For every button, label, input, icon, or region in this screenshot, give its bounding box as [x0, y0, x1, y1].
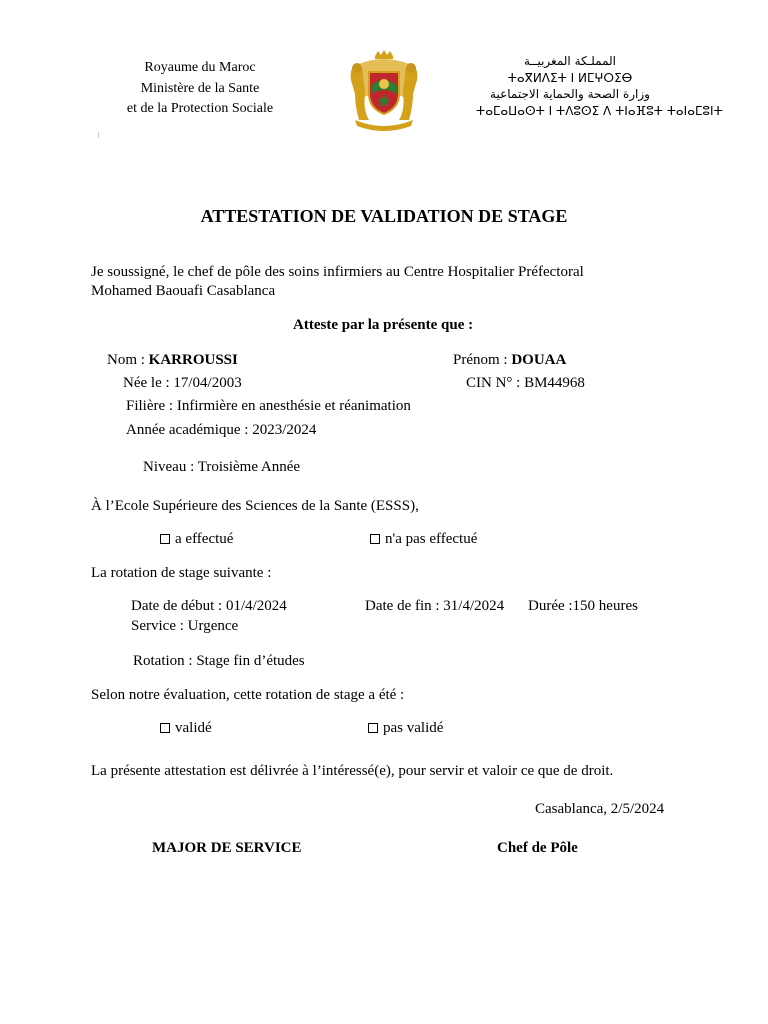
header-divider: [98, 132, 99, 138]
kingdom-name-tifinagh: ⵜⴰⴳⵍⴷⵉⵜ ⵏ ⵍⵎⵖⵔⵉⴱ: [507, 70, 633, 85]
intro-line-1: Je soussigné, le chef de pôle des soins infirmiers au Centre Hospitalier Préfectoral: [91, 264, 584, 280]
signature-chef: Chef de Pôle: [497, 840, 578, 856]
academic-year: Année académique : 2023/2024: [126, 422, 317, 438]
prenom-value: DOUAA: [511, 352, 567, 368]
cin-number: CIN N° : BM44968: [466, 375, 585, 391]
start-date: Date de début : 01/4/2024: [131, 598, 287, 614]
moroccan-coat-of-arms-icon: [345, 50, 423, 132]
signature-major: MAJOR DE SERVICE: [152, 840, 302, 856]
kingdom-name-ar: المملـكة المغربيــة: [524, 54, 616, 68]
school-line: À l’Ecole Supérieure des Sciences de la Sante (ESSS),: [91, 498, 419, 514]
place-and-date: Casablanca, 2/5/2024: [535, 801, 665, 817]
valide-option: [160, 720, 212, 737]
birth-date: Née le : 17/04/2003: [123, 375, 242, 391]
filiere: Filière : Infirmière en anesthésie et réanimation: [126, 398, 411, 414]
nom-value: KARROUSSI: [148, 352, 238, 368]
student-firstname: [453, 352, 566, 369]
non-effectue-option: [370, 531, 477, 548]
service: Service : Urgence: [131, 618, 239, 634]
valide-checkbox: [160, 723, 170, 733]
document-title: ATTESTATION DE VALIDATION DE STAGE: [200, 206, 568, 226]
nom-label: Nom :: [107, 352, 149, 368]
header-arabic: [476, 53, 723, 119]
atteste-heading: Atteste par la présente que :: [293, 317, 474, 333]
non-valide-label: pas validé: [383, 720, 444, 736]
ministry-name-tifinagh: ⵜⴰⵎⴰⵡⴰⵙⵜ ⵏ ⵜⴷⵓⵙⵉ ⴷ ⵜⵏⴰⴼⵓⵜ ⵜⴰⵏⴰⵎⵓⵏⵜ: [476, 103, 723, 118]
end-date: Date de fin : 31/4/2024: [365, 598, 505, 614]
rotation-intro: La rotation de stage suivante :: [91, 565, 272, 581]
non-effectue-checkbox: [370, 534, 380, 544]
non-effectue-label: n'a pas effectué: [385, 531, 478, 547]
closing-statement: La présente attestation est délivrée à l’intéressé(e), pour servir et valoir ce que de droit.: [91, 763, 614, 779]
effectue-option: [160, 531, 233, 548]
evaluation-intro: Selon notre évaluation, cette rotation de stage a été :: [91, 687, 405, 703]
level: Niveau : Troisième Année: [143, 459, 301, 475]
ministry-subtitle-fr: et de la Protection Sociale: [126, 101, 274, 116]
duration: Durée :150 heures: [528, 598, 638, 614]
non-valide-option: [368, 720, 443, 737]
valide-label: validé: [175, 720, 212, 736]
effectue-checkbox: [160, 534, 170, 544]
ministry-name-ar: وزارة الصحة والحماية الاجتماعية: [490, 87, 650, 101]
intro-line-2: Mohamed Baouafi Casablanca: [91, 283, 276, 299]
rotation-type: Rotation : Stage fin d’études: [133, 653, 305, 669]
non-valide-checkbox: [368, 723, 378, 733]
header-french: [100, 58, 300, 120]
ministry-name-fr: Ministère de la Sante: [140, 80, 260, 96]
effectue-label: a effectué: [175, 531, 234, 547]
student-name: [107, 352, 238, 369]
kingdom-name-fr: Royaume du Maroc: [144, 60, 256, 75]
prenom-label: Prénom :: [453, 352, 512, 368]
